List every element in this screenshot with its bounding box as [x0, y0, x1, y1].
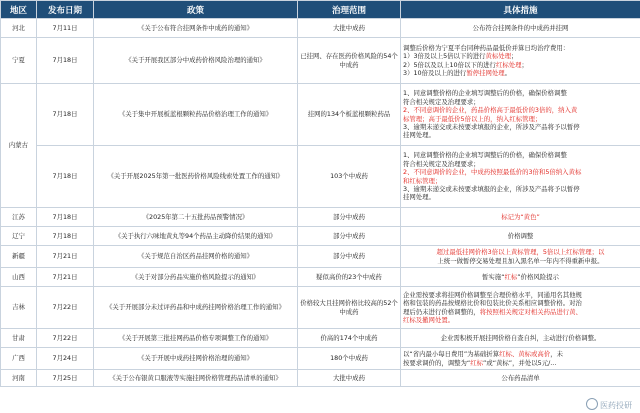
date-cell: 7月18日	[37, 84, 94, 146]
measure-highlight: 超过最低挂网价格3倍以上黄标管理，5倍以上红标管理；以	[436, 248, 605, 257]
policy-cell: 《关于开展2025年第一批医药价格风险线索处置工作的通知》	[94, 146, 298, 208]
table-row	[1, 84, 640, 146]
measure-text: 企业需积极开展挂网价格自查自纠，主动进行价格调整。	[440, 333, 601, 342]
measure-line	[403, 115, 638, 123]
measure-line	[403, 291, 638, 299]
policy-cell: 《关于开展第三批挂网药品价格专项调整工作的通知》	[94, 329, 298, 348]
measure-text: 2）5倍以及以上10倍以下的进行	[403, 60, 496, 69]
measure-text: 上统一做暂停交易处理且加入黑名单一年内不得重新申报。	[437, 256, 604, 265]
scope-cell: 已挂网、存在医药价格风险的54个中成药	[298, 38, 401, 84]
date-cell: 7月22日	[37, 287, 94, 329]
measure-line	[403, 106, 638, 114]
scope-cell: 疑似高价的23个中成药	[298, 268, 401, 287]
table-row	[1, 246, 640, 268]
table-row	[1, 146, 640, 208]
measure-text: 暂实施“	[482, 272, 505, 281]
region-cell: 辽宁	[1, 227, 37, 246]
date-cell: 7月21日	[37, 268, 94, 287]
table-row	[1, 227, 640, 246]
measure-highlight: 2、不同意调价的企业，药品价格高于最低价的3倍的，纳入黄	[403, 106, 578, 115]
table-row	[1, 38, 640, 84]
measure-text: 3、逾期未递交或未按要求填报的企业，所涉及产品将予以暂停	[403, 122, 580, 131]
measure-highlight: 红标	[470, 358, 483, 367]
table-row	[1, 329, 640, 348]
table-row	[1, 348, 640, 370]
measure-highlight: 暂停挂网处理	[466, 68, 505, 77]
measure-text: 1）3倍及以上5倍以下的进行	[403, 52, 486, 61]
measure-line	[403, 89, 638, 97]
scope-cell: 部分中成药	[298, 208, 401, 227]
header-scope: 治理范围	[298, 1, 401, 19]
scope-cell: 部分中成药	[298, 227, 401, 246]
table-row	[1, 370, 640, 387]
scope-cell: 部分中成药	[298, 246, 401, 268]
region-cell: 内蒙古	[1, 84, 37, 208]
date-cell: 7月25日	[37, 370, 94, 387]
date-cell: 7月18日	[37, 146, 94, 208]
table-row	[1, 268, 640, 287]
measure-line	[403, 24, 638, 32]
measure-text: 调整后价格为宁夏平台同种药品最低价并算日均治疗费用：	[403, 43, 570, 52]
date-cell: 7月18日	[37, 227, 94, 246]
policy-cell: 《关于规范自治区药品挂网价格的通知》	[94, 246, 298, 268]
measure-highlight: 和红标管理；	[403, 176, 442, 185]
policy-cell: 《关于集中开展板蓝根颗粒药品价格治理工作的通知》	[94, 84, 298, 146]
scope-cell: 价格较大且挂网价格比较高的52个中成药	[298, 287, 401, 329]
header-measures: 具体措施	[401, 1, 640, 19]
measure-line	[403, 193, 638, 201]
scope-cell: 价高的174个中成药	[298, 329, 401, 348]
measures-cell	[401, 146, 640, 208]
measure-highlight: 将按照相关规定对相关药品进行黄、	[479, 307, 582, 316]
measure-line	[403, 98, 638, 106]
measure-line	[403, 44, 638, 52]
table-row	[1, 19, 640, 38]
measure-line	[403, 151, 638, 159]
measure-line	[403, 257, 638, 265]
date-cell: 7月11日	[37, 19, 94, 38]
table-header-row	[1, 1, 640, 19]
measure-highlight: 标记为“黄色”	[501, 212, 540, 221]
measure-line	[403, 168, 638, 176]
measure-line	[403, 52, 638, 60]
measure-highlight: 2、不同意调价的企业，中成药按照最低价的3倍和5倍纳入黄标	[403, 168, 582, 177]
measure-highlight: 黄标处理	[485, 52, 512, 61]
measure-text: 。	[504, 68, 512, 77]
measures-cell	[401, 287, 640, 329]
measures-cell	[401, 370, 640, 387]
policy-cell: 《关于开展中成药挂网价格治理的通知》	[94, 348, 298, 370]
watermark-text: 医药投研	[600, 401, 632, 410]
scope-cell: 103个中成药	[298, 146, 401, 208]
measure-highlight: 红标处理	[495, 60, 522, 69]
measure-line	[403, 232, 638, 240]
policy-cell: 《2025年第二十五批药品预警情况》	[94, 208, 298, 227]
measure-text: 挂网处理。	[403, 131, 435, 140]
measure-text: 1、同意调整价格的企业填写调整后的价格，确保价格调整	[403, 151, 567, 160]
region-cell: 新疆	[1, 246, 37, 268]
region-cell: 宁夏	[1, 38, 37, 84]
measures-cell	[401, 84, 640, 146]
header-policy: 政策	[94, 1, 298, 19]
measure-text: 符合相关规定及治理要求；	[403, 97, 480, 106]
region-cell: 广西	[1, 348, 37, 370]
policy-cell: 《关于公布银黄口服液等实施挂网价格管理药品清单的通知》	[94, 370, 298, 387]
measure-text: 企业需按要求将挂网价格调整至合理价格水平，同通用名其他规	[403, 290, 582, 299]
watermark-logo-icon	[586, 398, 598, 410]
measure-line	[403, 359, 638, 367]
measure-line	[403, 61, 638, 69]
region-cell: 河南	[1, 370, 37, 387]
measure-text: 3）10倍及以上的进行	[403, 68, 467, 77]
measure-text: 格和包装的药品按规格比价和包装比价关系相应调整价格。对治	[403, 299, 582, 308]
header-date: 发布日期	[37, 1, 94, 19]
measures-cell	[401, 268, 640, 287]
measure-text: 1、同意调整价格的企业填写调整后的价格，确保价格调整	[403, 89, 567, 98]
region-cell: 河北	[1, 19, 37, 38]
region-cell: 山西	[1, 268, 37, 287]
scope-cell: 挂网的134个板蓝根颗粒药品	[298, 84, 401, 146]
measures-cell	[401, 208, 640, 227]
measure-text: 价格调整	[507, 231, 534, 240]
measure-text: 理后仍未进行价格调整的，	[403, 307, 480, 316]
measure-line	[403, 185, 638, 193]
scope-cell: 大批中成药	[298, 19, 401, 38]
policy-cell: 《关于公布符合挂网条件中成药的通知》	[94, 19, 298, 38]
measure-highlight: 红标	[504, 272, 518, 281]
policy-cell: 《关于开展部分未过评药品和中成药挂网价格治理工作的通知》	[94, 287, 298, 329]
measure-line	[403, 69, 638, 77]
measure-line	[403, 213, 638, 221]
date-cell: 7月18日	[37, 208, 94, 227]
measure-text: 公布药品清单	[501, 373, 540, 382]
measure-text: 以“省内最小每日费用”为基础折算	[403, 350, 500, 359]
measure-line	[403, 248, 638, 256]
measure-text: ，未	[550, 350, 563, 359]
measure-text: ；	[521, 60, 528, 69]
measure-line	[403, 374, 638, 382]
measures-cell	[401, 348, 640, 370]
measure-line	[403, 273, 638, 281]
policy-cell: 《关于执行六味地黄丸等94个药品主动降价结果的通知》	[94, 227, 298, 246]
measure-line	[403, 177, 638, 185]
date-cell: 7月22日	[37, 329, 94, 348]
watermark	[586, 398, 632, 411]
measures-cell	[401, 19, 640, 38]
measure-text: 按要求调价的，调整为“	[403, 358, 471, 367]
region-cell: 吉林	[1, 287, 37, 329]
scope-cell: 大批中成药	[298, 370, 401, 387]
date-cell: 7月24日	[37, 348, 94, 370]
measure-text: 3、逾期未递交或未按要求填报的企业，所涉及产品将予以暂停	[403, 184, 580, 193]
measure-highlight: 标管理；高于最低价5倍以上的，纳入红标管理；	[403, 114, 542, 123]
date-cell: 7月21日	[37, 246, 94, 268]
measure-line	[403, 160, 638, 168]
measure-line	[403, 123, 638, 131]
scope-cell: 180个中成药	[298, 348, 401, 370]
region-cell: 甘肃	[1, 329, 37, 348]
measure-text: 公布符合挂网条件的中成药并挂网	[472, 23, 569, 32]
measures-cell	[401, 246, 640, 268]
header-region: 地区	[1, 1, 37, 19]
policy-cell: 《关于对部分药品实施价格风险提示的通知》	[94, 268, 298, 287]
date-cell: 7月18日	[37, 38, 94, 84]
measure-text: 挂网处理。	[403, 193, 435, 202]
measure-highlight: 红标、黄标或高价	[499, 350, 551, 359]
policy-cell: 《关于开展我区部分中成药价格风险治理的通知》	[94, 38, 298, 84]
measure-line	[403, 131, 638, 139]
measure-line	[403, 299, 638, 307]
measure-text: ；	[511, 52, 518, 61]
measures-cell	[401, 329, 640, 348]
region-cell: 江苏	[1, 208, 37, 227]
measures-cell	[401, 227, 640, 246]
measure-line	[403, 334, 638, 342]
measure-text: 符合相关规定及治理要求；	[403, 159, 480, 168]
measure-highlight: 红标及撤网处置。	[403, 315, 455, 324]
measure-text: ”价格风险提示	[517, 272, 559, 281]
table-body	[1, 19, 640, 387]
table-row	[1, 287, 640, 329]
measure-line	[403, 308, 638, 316]
table-row	[1, 208, 640, 227]
measures-cell	[401, 38, 640, 84]
measure-line	[403, 350, 638, 358]
measure-text: ”或“黄标”，并处以5元/...	[483, 358, 557, 367]
measure-line	[403, 316, 638, 324]
